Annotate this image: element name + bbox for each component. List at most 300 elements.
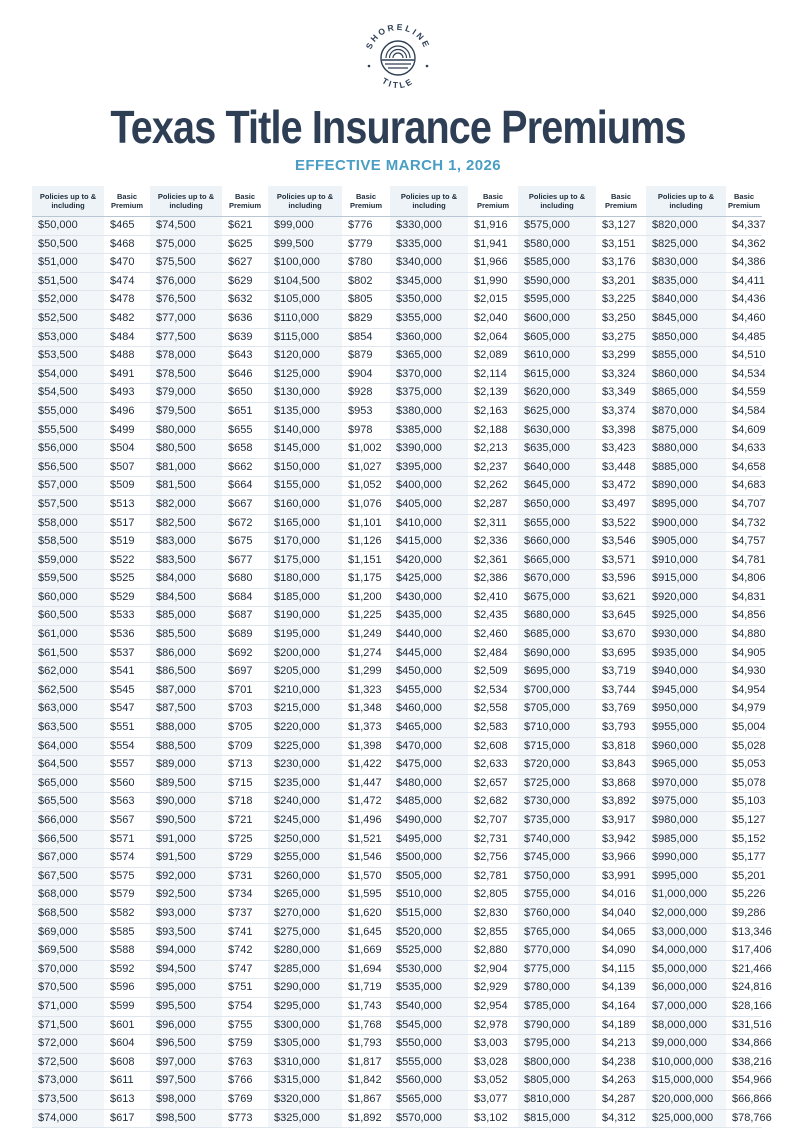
policy-amount-cell: $875,000 <box>646 421 726 440</box>
basic-premium-cell: $4,707 <box>726 495 762 514</box>
table-row <box>32 1035 762 1054</box>
policy-amount-cell: $97,000 <box>150 1053 222 1072</box>
policy-amount-cell: $240,000 <box>268 793 342 812</box>
policy-amount-cell: $125,000 <box>268 365 342 384</box>
policy-amount-cell: $79,000 <box>150 384 222 403</box>
basic-premium-cell: $2,978 <box>468 1016 518 1035</box>
basic-premium-cell: $4,609 <box>726 421 762 440</box>
basic-premium-cell: $725 <box>222 830 268 849</box>
basic-premium-cell: $28,166 <box>726 997 762 1016</box>
policy-amount-cell: $94,000 <box>150 942 222 961</box>
policy-amount-cell: $585,000 <box>518 254 596 273</box>
basic-premium-cell: $4,238 <box>596 1053 646 1072</box>
basic-premium-cell: $729 <box>222 849 268 868</box>
policy-amount-cell: $85,500 <box>150 626 222 645</box>
basic-premium-cell: $599 <box>104 997 150 1016</box>
basic-premium-cell: $608 <box>104 1053 150 1072</box>
basic-premium-cell: $829 <box>342 309 390 328</box>
basic-premium-cell: $488 <box>104 347 150 366</box>
basic-premium-cell: $517 <box>104 514 150 533</box>
policy-amount-cell: $58,000 <box>32 514 104 533</box>
basic-premium-cell: $3,127 <box>596 217 646 236</box>
table-row <box>32 979 762 998</box>
policy-amount-cell: $575,000 <box>518 217 596 236</box>
basic-premium-cell: $672 <box>222 514 268 533</box>
basic-premium-cell: $1,274 <box>342 644 390 663</box>
basic-premium-cell: $537 <box>104 644 150 663</box>
policy-amount-cell: $2,000,000 <box>646 904 726 923</box>
basic-premium-cell: $1,546 <box>342 849 390 868</box>
basic-premium-cell: $4,090 <box>596 942 646 961</box>
table-row <box>32 514 762 533</box>
basic-premium-cell: $571 <box>104 830 150 849</box>
basic-premium-cell: $1,669 <box>342 942 390 961</box>
policy-amount-cell: $73,500 <box>32 1090 104 1109</box>
policy-amount-cell: $555,000 <box>390 1053 468 1072</box>
policy-amount-cell: $66,000 <box>32 812 104 831</box>
basic-premium-cell: $478 <box>104 291 150 310</box>
basic-premium-cell: $709 <box>222 737 268 756</box>
policy-amount-cell: $63,500 <box>32 719 104 738</box>
basic-premium-cell: $1,990 <box>468 272 518 291</box>
basic-premium-cell: $4,485 <box>726 328 762 347</box>
table-row <box>32 421 762 440</box>
column-header: Policies up to & including <box>646 186 726 217</box>
premium-rate-table <box>32 186 772 1128</box>
basic-premium-cell: $2,805 <box>468 886 518 905</box>
basic-premium-cell: $1,743 <box>342 997 390 1016</box>
policy-amount-cell: $515,000 <box>390 904 468 923</box>
policy-amount-cell: $675,000 <box>518 588 596 607</box>
policy-amount-cell: $485,000 <box>390 793 468 812</box>
basic-premium-cell: $2,558 <box>468 700 518 719</box>
policy-amount-cell: $99,000 <box>268 217 342 236</box>
policy-amount-cell: $220,000 <box>268 719 342 738</box>
table-row <box>32 830 762 849</box>
table-row <box>32 997 762 1016</box>
basic-premium-cell: $1,645 <box>342 923 390 942</box>
logo-top-text: SHORELINE <box>363 21 433 51</box>
basic-premium-cell: $677 <box>222 551 268 570</box>
basic-premium-cell: $585 <box>104 923 150 942</box>
policy-amount-cell: $670,000 <box>518 570 596 589</box>
basic-premium-cell: $4,213 <box>596 1035 646 1054</box>
table-row <box>32 719 762 738</box>
policy-amount-cell: $580,000 <box>518 235 596 254</box>
policy-amount-cell: $98,000 <box>150 1090 222 1109</box>
table-row <box>32 1090 762 1109</box>
basic-premium-cell: $667 <box>222 495 268 514</box>
policy-amount-cell: $225,000 <box>268 737 342 756</box>
policy-amount-cell: $67,500 <box>32 867 104 886</box>
policy-amount-cell: $400,000 <box>390 477 468 496</box>
basic-premium-cell: $651 <box>222 402 268 421</box>
table-row <box>32 904 762 923</box>
policy-amount-cell: $315,000 <box>268 1072 342 1091</box>
basic-premium-cell: $1,052 <box>342 477 390 496</box>
basic-premium-cell: $66,866 <box>726 1090 762 1109</box>
basic-premium-cell: $3,374 <box>596 402 646 421</box>
column-header: Policies up to & including <box>150 186 222 217</box>
basic-premium-cell: $2,756 <box>468 849 518 868</box>
table-row <box>32 1072 762 1091</box>
policy-amount-cell: $100,000 <box>268 254 342 273</box>
policy-amount-cell: $94,500 <box>150 960 222 979</box>
basic-premium-cell: $703 <box>222 700 268 719</box>
policy-amount-cell: $415,000 <box>390 533 468 552</box>
policy-amount-cell: $685,000 <box>518 626 596 645</box>
basic-premium-cell: $3,448 <box>596 458 646 477</box>
basic-premium-cell: $2,139 <box>468 384 518 403</box>
policy-amount-cell: $71,000 <box>32 997 104 1016</box>
basic-premium-cell: $3,571 <box>596 551 646 570</box>
policy-amount-cell: $70,500 <box>32 979 104 998</box>
column-header: Basic Premium <box>726 186 762 217</box>
basic-premium-cell: $54,966 <box>726 1072 762 1091</box>
basic-premium-cell: $613 <box>104 1090 150 1109</box>
basic-premium-cell: $5,152 <box>726 830 762 849</box>
policy-amount-cell: $395,000 <box>390 458 468 477</box>
policy-amount-cell: $62,000 <box>32 663 104 682</box>
policy-amount-cell: $475,000 <box>390 756 468 775</box>
policy-amount-cell: $93,000 <box>150 904 222 923</box>
policy-amount-cell: $120,000 <box>268 347 342 366</box>
basic-premium-cell: $24,816 <box>726 979 762 998</box>
policy-amount-cell: $680,000 <box>518 607 596 626</box>
basic-premium-cell: $513 <box>104 495 150 514</box>
column-header: Policies up to & including <box>518 186 596 217</box>
table-row <box>32 960 762 979</box>
basic-premium-cell: $1,422 <box>342 756 390 775</box>
policy-amount-cell: $90,500 <box>150 812 222 831</box>
policy-amount-cell: $60,500 <box>32 607 104 626</box>
column-header: Basic Premium <box>468 186 518 217</box>
basic-premium-cell: $2,608 <box>468 737 518 756</box>
policy-amount-cell: $825,000 <box>646 235 726 254</box>
table-row <box>32 1016 762 1035</box>
policy-amount-cell: $440,000 <box>390 626 468 645</box>
basic-premium-cell: $755 <box>222 1016 268 1035</box>
policy-amount-cell: $51,000 <box>32 254 104 273</box>
policy-amount-cell: $390,000 <box>390 440 468 459</box>
basic-premium-cell: $525 <box>104 570 150 589</box>
basic-premium-cell: $1,398 <box>342 737 390 756</box>
basic-premium-cell: $2,361 <box>468 551 518 570</box>
policy-amount-cell: $180,000 <box>268 570 342 589</box>
policy-amount-cell: $735,000 <box>518 812 596 831</box>
basic-premium-cell: $557 <box>104 756 150 775</box>
basic-premium-cell: $1,694 <box>342 960 390 979</box>
policy-amount-cell: $80,500 <box>150 440 222 459</box>
policy-amount-cell: $140,000 <box>268 421 342 440</box>
policy-amount-cell: $320,000 <box>268 1090 342 1109</box>
basic-premium-cell: $655 <box>222 421 268 440</box>
basic-premium-cell: $545 <box>104 681 150 700</box>
policy-amount-cell: $81,000 <box>150 458 222 477</box>
policy-amount-cell: $365,000 <box>390 347 468 366</box>
table-row <box>32 663 762 682</box>
policy-amount-cell: $780,000 <box>518 979 596 998</box>
policy-amount-cell: $69,500 <box>32 942 104 961</box>
basic-premium-cell: $1,595 <box>342 886 390 905</box>
policy-amount-cell: $93,500 <box>150 923 222 942</box>
table-row <box>32 347 762 366</box>
policy-amount-cell: $50,500 <box>32 235 104 254</box>
policy-amount-cell: $865,000 <box>646 384 726 403</box>
policy-amount-cell: $790,000 <box>518 1016 596 1035</box>
basic-premium-cell: $754 <box>222 997 268 1016</box>
basic-premium-cell: $2,633 <box>468 756 518 775</box>
policy-amount-cell: $54,000 <box>32 365 104 384</box>
basic-premium-cell: $547 <box>104 700 150 719</box>
basic-premium-cell: $4,806 <box>726 570 762 589</box>
basic-premium-cell: $2,435 <box>468 607 518 626</box>
table-row <box>32 384 762 403</box>
table-row <box>32 588 762 607</box>
policy-amount-cell: $505,000 <box>390 867 468 886</box>
table-row <box>32 551 762 570</box>
policy-amount-cell: $73,000 <box>32 1072 104 1091</box>
basic-premium-cell: $4,139 <box>596 979 646 998</box>
policy-amount-cell: $635,000 <box>518 440 596 459</box>
basic-premium-cell: $5,226 <box>726 886 762 905</box>
policy-amount-cell: $745,000 <box>518 849 596 868</box>
policy-amount-cell: $70,000 <box>32 960 104 979</box>
policy-amount-cell: $370,000 <box>390 365 468 384</box>
basic-premium-cell: $579 <box>104 886 150 905</box>
policy-amount-cell: $830,000 <box>646 254 726 273</box>
basic-premium-cell: $2,237 <box>468 458 518 477</box>
policy-amount-cell: $845,000 <box>646 309 726 328</box>
policy-amount-cell: $710,000 <box>518 719 596 738</box>
policy-amount-cell: $64,500 <box>32 756 104 775</box>
effective-date: EFFECTIVE MARCH 1, 2026 <box>295 157 501 174</box>
policy-amount-cell: $79,500 <box>150 402 222 421</box>
basic-premium-cell: $650 <box>222 384 268 403</box>
policy-amount-cell: $660,000 <box>518 533 596 552</box>
basic-premium-cell: $2,460 <box>468 626 518 645</box>
policy-amount-cell: $610,000 <box>518 347 596 366</box>
basic-premium-cell: $737 <box>222 904 268 923</box>
policy-amount-cell: $740,000 <box>518 830 596 849</box>
table-header-row <box>32 186 762 217</box>
policy-amount-cell: $750,000 <box>518 867 596 886</box>
policy-amount-cell: $715,000 <box>518 737 596 756</box>
policy-amount-cell: $855,000 <box>646 347 726 366</box>
policy-amount-cell: $76,000 <box>150 272 222 291</box>
basic-premium-cell: $3,917 <box>596 812 646 831</box>
table-row <box>32 477 762 496</box>
policy-amount-cell: $155,000 <box>268 477 342 496</box>
policy-amount-cell: $520,000 <box>390 923 468 942</box>
policy-amount-cell: $310,000 <box>268 1053 342 1072</box>
basic-premium-cell: $1,521 <box>342 830 390 849</box>
basic-premium-cell: $953 <box>342 402 390 421</box>
basic-premium-cell: $2,707 <box>468 812 518 831</box>
basic-premium-cell: $1,002 <box>342 440 390 459</box>
policy-amount-cell: $945,000 <box>646 681 726 700</box>
policy-amount-cell: $630,000 <box>518 421 596 440</box>
policy-amount-cell: $99,500 <box>268 235 342 254</box>
policy-amount-cell: $655,000 <box>518 514 596 533</box>
policy-amount-cell: $86,000 <box>150 644 222 663</box>
policy-amount-cell: $87,500 <box>150 700 222 719</box>
policy-amount-cell: $805,000 <box>518 1072 596 1091</box>
table-row <box>32 272 762 291</box>
basic-premium-cell: $575 <box>104 867 150 886</box>
policy-amount-cell: $57,000 <box>32 477 104 496</box>
basic-premium-cell: $639 <box>222 328 268 347</box>
basic-premium-cell: $4,831 <box>726 588 762 607</box>
policy-amount-cell: $985,000 <box>646 830 726 849</box>
policy-amount-cell: $305,000 <box>268 1035 342 1054</box>
policy-amount-cell: $970,000 <box>646 774 726 793</box>
basic-premium-cell: $3,250 <box>596 309 646 328</box>
policy-amount-cell: $530,000 <box>390 960 468 979</box>
policy-amount-cell: $110,000 <box>268 309 342 328</box>
basic-premium-cell: $588 <box>104 942 150 961</box>
policy-amount-cell: $915,000 <box>646 570 726 589</box>
basic-premium-cell: $611 <box>104 1072 150 1091</box>
policy-amount-cell: $66,500 <box>32 830 104 849</box>
policy-amount-cell: $20,000,000 <box>646 1090 726 1109</box>
basic-premium-cell: $2,064 <box>468 328 518 347</box>
policy-amount-cell: $190,000 <box>268 607 342 626</box>
basic-premium-cell: $1,299 <box>342 663 390 682</box>
basic-premium-cell: $509 <box>104 477 150 496</box>
policy-amount-cell: $730,000 <box>518 793 596 812</box>
policy-amount-cell: $285,000 <box>268 960 342 979</box>
policy-amount-cell: $550,000 <box>390 1035 468 1054</box>
basic-premium-cell: $3,102 <box>468 1109 518 1128</box>
policy-amount-cell: $78,000 <box>150 347 222 366</box>
policy-amount-cell: $280,000 <box>268 942 342 961</box>
basic-premium-cell: $1,126 <box>342 533 390 552</box>
policy-amount-cell: $995,000 <box>646 867 726 886</box>
basic-premium-cell: $551 <box>104 719 150 738</box>
basic-premium-cell: $779 <box>342 235 390 254</box>
basic-premium-cell: $496 <box>104 402 150 421</box>
basic-premium-cell: $4,164 <box>596 997 646 1016</box>
basic-premium-cell: $2,484 <box>468 644 518 663</box>
basic-premium-cell: $2,929 <box>468 979 518 998</box>
policy-amount-cell: $450,000 <box>390 663 468 682</box>
policy-amount-cell: $88,000 <box>150 719 222 738</box>
policy-amount-cell: $115,000 <box>268 328 342 347</box>
policy-amount-cell: $90,000 <box>150 793 222 812</box>
policy-amount-cell: $77,500 <box>150 328 222 347</box>
basic-premium-cell: $701 <box>222 681 268 700</box>
policy-amount-cell: $54,500 <box>32 384 104 403</box>
policy-amount-cell: $640,000 <box>518 458 596 477</box>
policy-amount-cell: $425,000 <box>390 570 468 589</box>
basic-premium-cell: $4,016 <box>596 886 646 905</box>
policy-amount-cell: $185,000 <box>268 588 342 607</box>
basic-premium-cell: $3,299 <box>596 347 646 366</box>
policy-amount-cell: $200,000 <box>268 644 342 663</box>
policy-amount-cell: $980,000 <box>646 812 726 831</box>
policy-amount-cell: $360,000 <box>390 328 468 347</box>
column-header: Basic Premium <box>104 186 150 217</box>
table-row <box>32 254 762 273</box>
basic-premium-cell: $536 <box>104 626 150 645</box>
basic-premium-cell: $3,695 <box>596 644 646 663</box>
policy-amount-cell: $330,000 <box>390 217 468 236</box>
basic-premium-cell: $5,177 <box>726 849 762 868</box>
basic-premium-cell: $4,040 <box>596 904 646 923</box>
basic-premium-cell: $4,584 <box>726 402 762 421</box>
policy-amount-cell: $935,000 <box>646 644 726 663</box>
basic-premium-cell: $1,027 <box>342 458 390 477</box>
basic-premium-cell: $4,510 <box>726 347 762 366</box>
policy-amount-cell: $920,000 <box>646 588 726 607</box>
policy-amount-cell: $950,000 <box>646 700 726 719</box>
basic-premium-cell: $1,867 <box>342 1090 390 1109</box>
basic-premium-cell: $4,534 <box>726 365 762 384</box>
policy-amount-cell: $345,000 <box>390 272 468 291</box>
basic-premium-cell: $697 <box>222 663 268 682</box>
policy-amount-cell: $890,000 <box>646 477 726 496</box>
policy-amount-cell: $930,000 <box>646 626 726 645</box>
basic-premium-cell: $4,115 <box>596 960 646 979</box>
basic-premium-cell: $519 <box>104 533 150 552</box>
policy-amount-cell: $755,000 <box>518 886 596 905</box>
basic-premium-cell: $3,398 <box>596 421 646 440</box>
basic-premium-cell: $3,522 <box>596 514 646 533</box>
policy-amount-cell: $52,500 <box>32 309 104 328</box>
policy-amount-cell: $645,000 <box>518 477 596 496</box>
basic-premium-cell: $1,225 <box>342 607 390 626</box>
basic-premium-cell: $4,930 <box>726 663 762 682</box>
policy-amount-cell: $820,000 <box>646 217 726 236</box>
policy-amount-cell: $250,000 <box>268 830 342 849</box>
basic-premium-cell: $596 <box>104 979 150 998</box>
policy-amount-cell: $3,000,000 <box>646 923 726 942</box>
basic-premium-cell: $747 <box>222 960 268 979</box>
policy-amount-cell: $61,500 <box>32 644 104 663</box>
policy-amount-cell: $98,500 <box>150 1109 222 1128</box>
policy-amount-cell: $83,000 <box>150 533 222 552</box>
basic-premium-cell: $854 <box>342 328 390 347</box>
policy-amount-cell: $605,000 <box>518 328 596 347</box>
policy-amount-cell: $210,000 <box>268 681 342 700</box>
policy-amount-cell: $525,000 <box>390 942 468 961</box>
basic-premium-cell: $621 <box>222 217 268 236</box>
logo-bottom-text: TITLE <box>380 75 416 91</box>
table-row <box>32 309 762 328</box>
table-row <box>32 737 762 756</box>
basic-premium-cell: $2,213 <box>468 440 518 459</box>
table-row <box>32 328 762 347</box>
policy-amount-cell: $650,000 <box>518 495 596 514</box>
policy-amount-cell: $8,000,000 <box>646 1016 726 1035</box>
policy-amount-cell: $910,000 <box>646 551 726 570</box>
policy-amount-cell: $86,500 <box>150 663 222 682</box>
basic-premium-cell: $675 <box>222 533 268 552</box>
policy-amount-cell: $57,500 <box>32 495 104 514</box>
basic-premium-cell: $574 <box>104 849 150 868</box>
basic-premium-cell: $684 <box>222 588 268 607</box>
basic-premium-cell: $766 <box>222 1072 268 1091</box>
basic-premium-cell: $1,175 <box>342 570 390 589</box>
basic-premium-cell: $1,101 <box>342 514 390 533</box>
basic-premium-cell: $5,103 <box>726 793 762 812</box>
basic-premium-cell: $664 <box>222 477 268 496</box>
basic-premium-cell: $692 <box>222 644 268 663</box>
policy-amount-cell: $290,000 <box>268 979 342 998</box>
policy-amount-cell: $850,000 <box>646 328 726 347</box>
table-row <box>32 793 762 812</box>
